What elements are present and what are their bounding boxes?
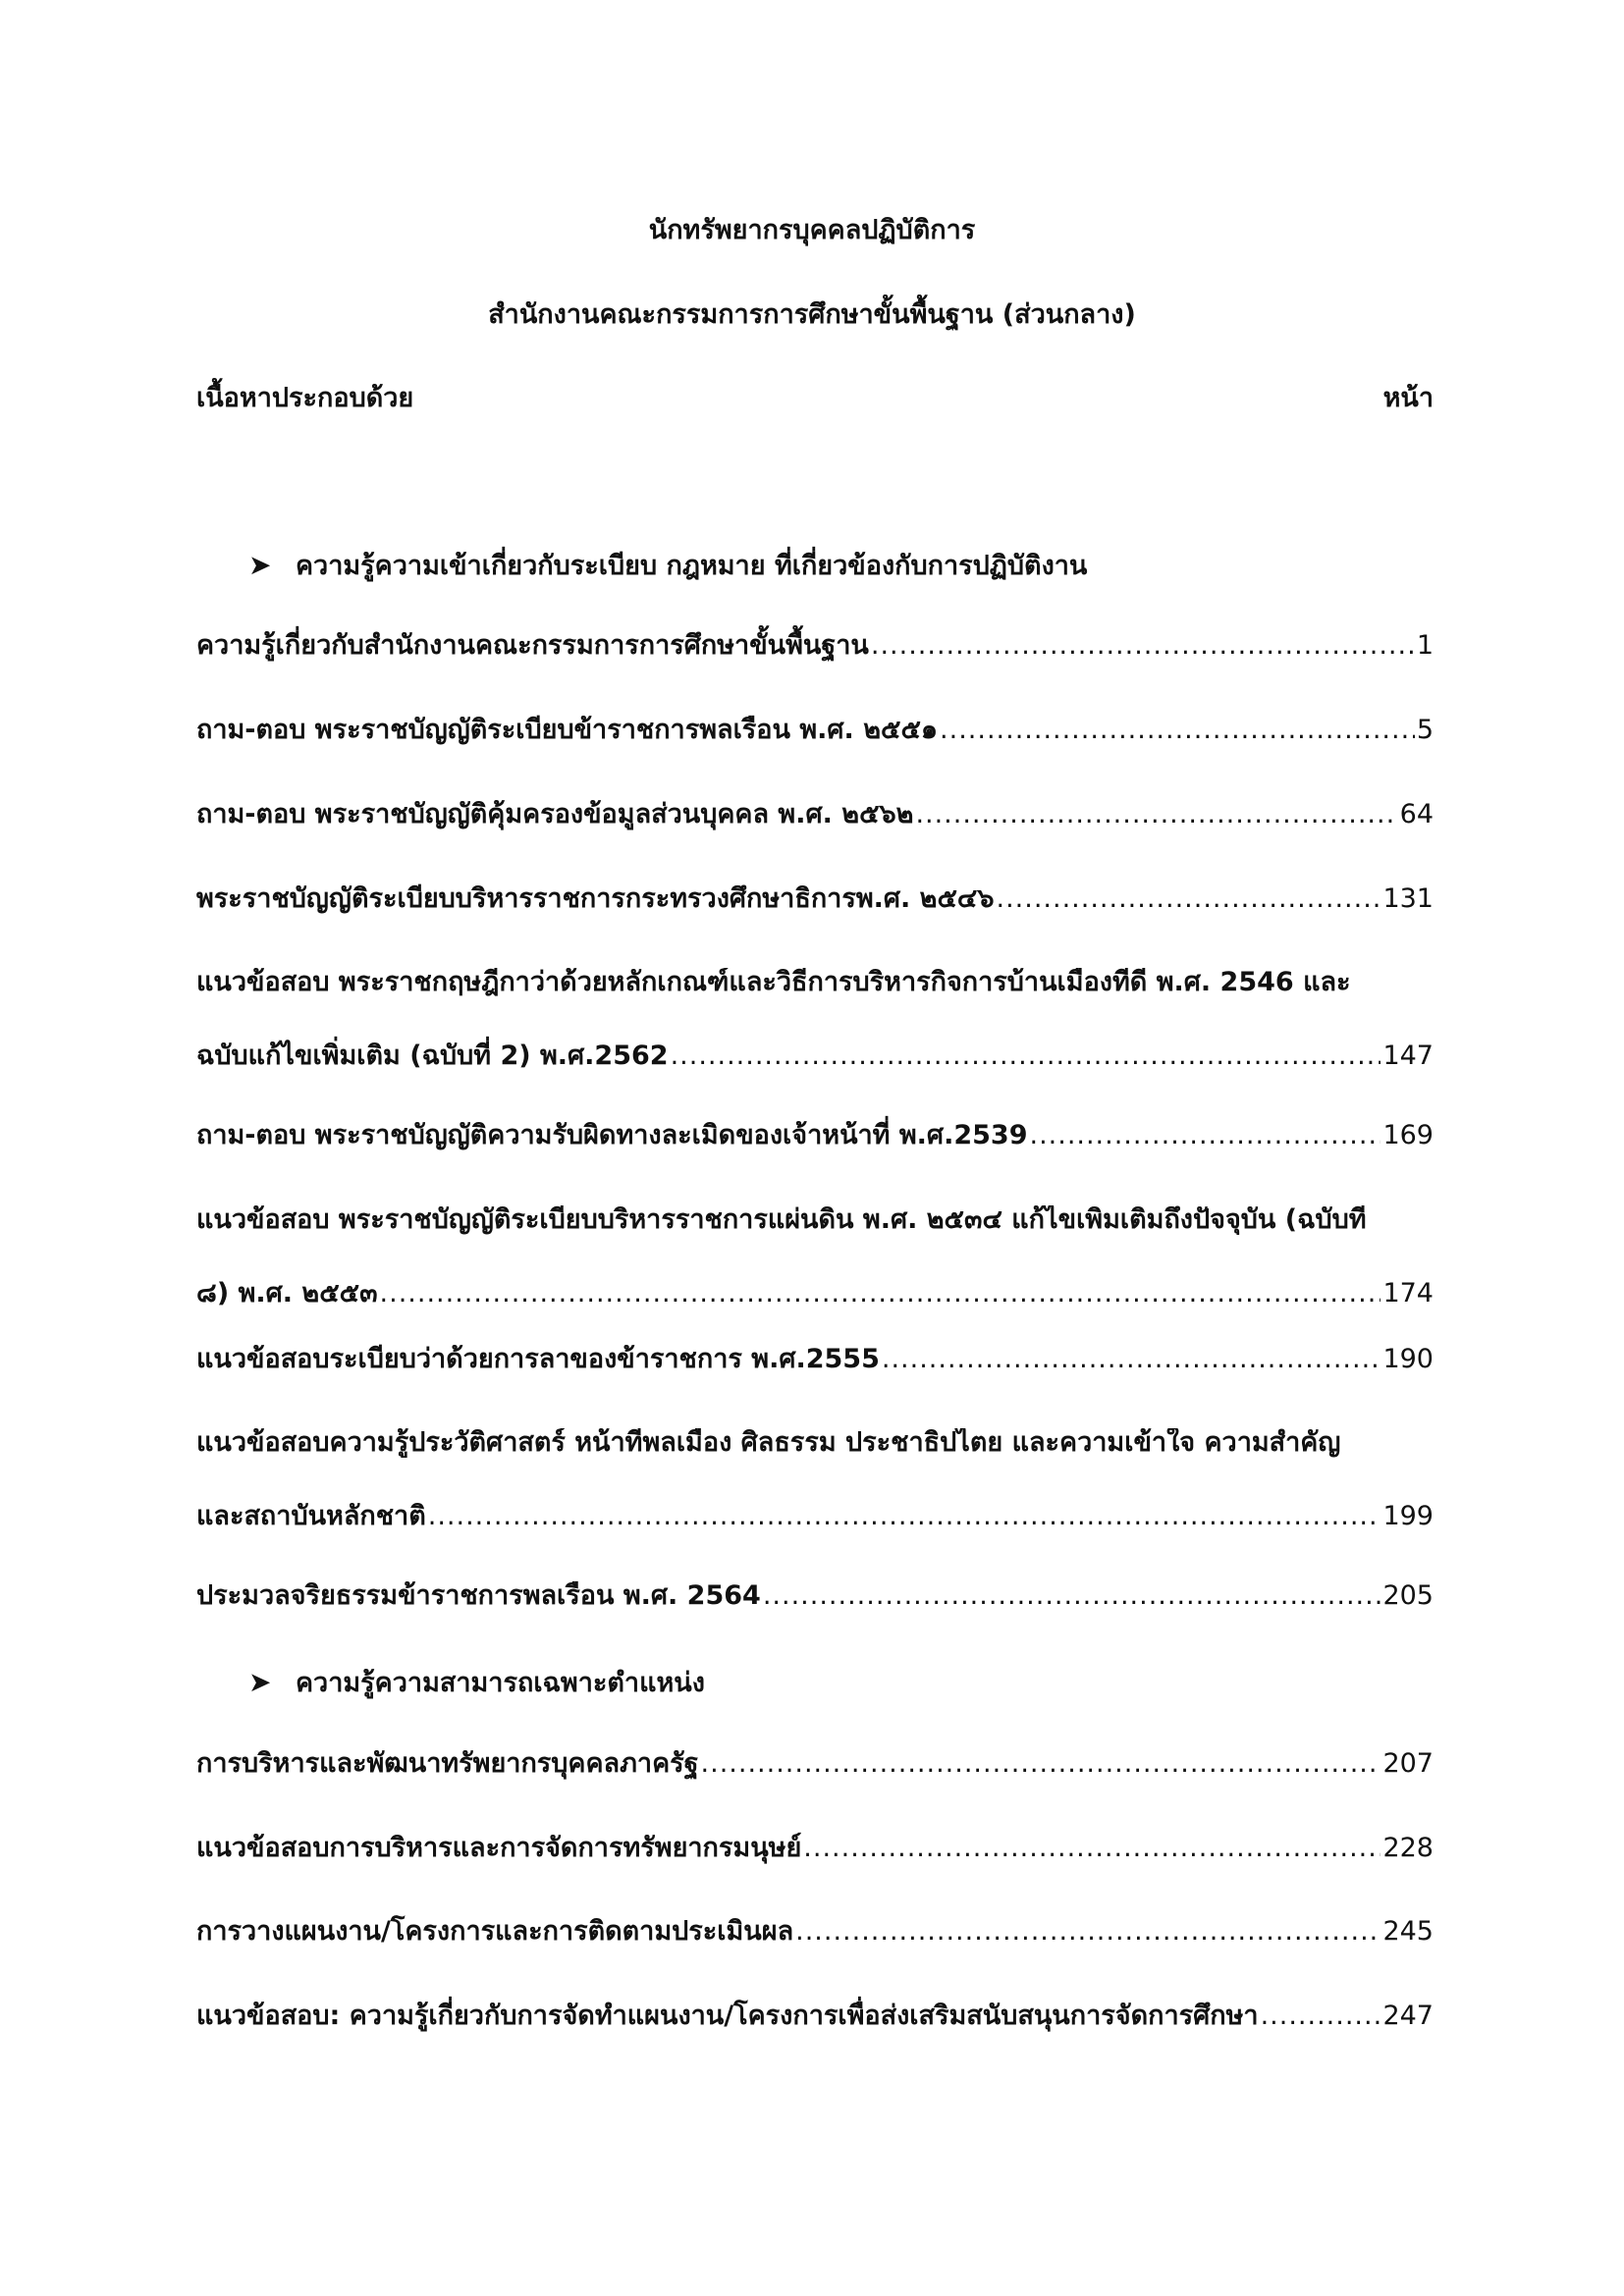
dot-leader	[1029, 1121, 1380, 1150]
toc-entry-title: ประมวลจริยธรรมข้าราชการพลเรือน พ.ศ. 2564	[196, 1580, 761, 1611]
toc-entry-page: 247	[1382, 2001, 1434, 2031]
toc-entry-page: 228	[1382, 1833, 1434, 1863]
toc-entry-title: แนวข้อสอบ: ความรู้เกี่ยวกับการจัดทำแผนงาน/โครงการเพื่อส่งเสริมสนับสนุนการจัดการศึกษา	[196, 2001, 1259, 2031]
toc-entry-page: 245	[1382, 1916, 1434, 1947]
toc-entry-page: 174	[1382, 1278, 1434, 1308]
toc-entry-title: ถาม-ตอบ พระราชบัญญัติคุ้มครองข้อมูลส่วนบุคคล พ.ศ. ๒๕๖๒	[196, 799, 914, 829]
toc-entry-title-line1: แนวข้อสอบความรู้ประวัติศาสตร์ หน้าที่พลเมือง ศิลธรรม ประชาธิปไตย และความเข้าใจ ความสำคัญ	[196, 1428, 1341, 1458]
section-heading-position-competency	[248, 1661, 705, 1703]
dot-leader	[1261, 2002, 1381, 2031]
toc-entry[interactable]	[196, 1749, 1434, 1779]
toc-entry[interactable]	[196, 716, 1434, 745]
document-title: นักทรัพยากรบุคคลปฏิบัติการ	[648, 215, 976, 245]
toc-entry-page: 169	[1382, 1120, 1434, 1150]
dot-leader	[428, 1502, 1381, 1531]
toc-entry[interactable]	[196, 1428, 1434, 1531]
toc-entry-page: 205	[1382, 1580, 1434, 1611]
toc-entry[interactable]	[196, 2002, 1434, 2031]
dot-leader	[380, 1279, 1381, 1308]
toc-entry-page: 5	[1416, 715, 1434, 745]
dot-leader	[701, 1749, 1381, 1779]
toc-entry-page: 64	[1399, 799, 1434, 829]
dot-leader	[915, 800, 1397, 829]
toc-entry[interactable]	[196, 800, 1434, 829]
toc-entry-title: พระราชบัญญัติระเบียบบริหารราชการกระทรวงศึกษาธิการพ.ศ. ๒๕๔๖	[196, 883, 995, 914]
toc-entry-title-line1: แนวข้อสอบ พระราชกฤษฎีกาว่าด้วยหลักเกณฑ์และวิธีการบริหารกิจการบ้านเมืองที่ดี พ.ศ. 2546 และ	[196, 968, 1351, 997]
dot-leader	[997, 884, 1381, 914]
section-heading-text: ความรู้ความสามารถเฉพาะตำแหน่ง	[296, 1668, 705, 1698]
toc-entry[interactable]	[196, 1121, 1434, 1150]
toc-entry[interactable]	[196, 1345, 1434, 1374]
toc-entry-page: 131	[1382, 883, 1434, 914]
toc-entry[interactable]	[196, 968, 1434, 1071]
page-column-label: หน้า	[1382, 383, 1434, 413]
toc-entry[interactable]	[196, 884, 1434, 914]
toc-entry-title: ถาม-ตอบ พระราชบัญญัติระเบียบข้าราชการพลเรือน พ.ศ. ๒๕๕๑	[196, 715, 939, 745]
toc-entry-title: และสถาบันหลักชาติ	[196, 1501, 426, 1531]
toc-entry-title: การวางแผนงาน/โครงการและการติดตามประเมินผล	[196, 1916, 794, 1947]
contents-label: เนื้อหาประกอบด้วย	[196, 383, 414, 413]
toc-entry-title: แนวข้อสอบการบริหารและการจัดการทรัพยากรมนุษย์	[196, 1833, 802, 1863]
toc-entry-title: ถาม-ตอบ พระราชบัญญัติความรับผิดทางละเมิดของเจ้าหน้าที่ พ.ศ.2539	[196, 1120, 1028, 1150]
toc-entry-title: ๘) พ.ศ. ๒๕๕๓	[196, 1278, 378, 1308]
toc-entry[interactable]	[196, 1917, 1434, 1947]
document-subtitle: สำนักงานคณะกรรมการการศึกษาขั้นพื้นฐาน (ส่วนกลาง)	[488, 299, 1136, 330]
arrowhead-bullet-icon: ➤	[248, 549, 272, 581]
toc-entry-title: แนวข้อสอบระเบียบว่าด้วยการลาของข้าราชการ พ.ศ.2555	[196, 1344, 880, 1374]
toc-entry-title: ความรู้เกี่ยวกับสำนักงานคณะกรรมการการศึกษาขั้นพื้นฐาน	[196, 630, 869, 661]
toc-entry-title: การบริหารและพัฒนาทรัพยากรบุคคลภาครัฐ	[196, 1748, 699, 1779]
toc-entry-page: 199	[1382, 1501, 1434, 1531]
section-heading-regulations	[248, 544, 1087, 586]
dot-leader	[763, 1581, 1381, 1611]
dot-leader	[871, 631, 1415, 661]
toc-entry[interactable]	[196, 1581, 1434, 1611]
dot-leader	[940, 716, 1415, 745]
dot-leader	[795, 1917, 1380, 1947]
toc-entry[interactable]	[196, 631, 1434, 661]
toc-entry-page: 207	[1382, 1748, 1434, 1779]
dot-leader	[882, 1345, 1381, 1374]
toc-entry-title-line1: แนวข้อสอบ พระราชบัญญัติระเบียบบริหารราชการแผ่นดิน พ.ศ. ๒๕๓๔ แก้ไขเพิ่มเติมถึงปัจจุบัน (ฉบับที่	[196, 1205, 1367, 1235]
dot-leader	[671, 1041, 1381, 1071]
section-heading-text: ความรู้ความเข้าเกี่ยวกับระเบียบ กฎหมาย ที่เกี่ยวข้องกับการปฏิบัติงาน	[296, 551, 1088, 581]
dot-leader	[803, 1834, 1380, 1863]
toc-entry-page: 1	[1416, 630, 1434, 661]
toc-entry-page: 147	[1382, 1041, 1434, 1071]
toc-entry[interactable]	[196, 1205, 1434, 1308]
arrowhead-bullet-icon: ➤	[248, 1666, 272, 1698]
toc-entry-title: ฉบับแก้ไขเพิ่มเติม (ฉบับที่ 2) พ.ศ.2562	[196, 1041, 669, 1071]
toc-entry[interactable]	[196, 1834, 1434, 1863]
toc-entry-page: 190	[1382, 1344, 1434, 1374]
